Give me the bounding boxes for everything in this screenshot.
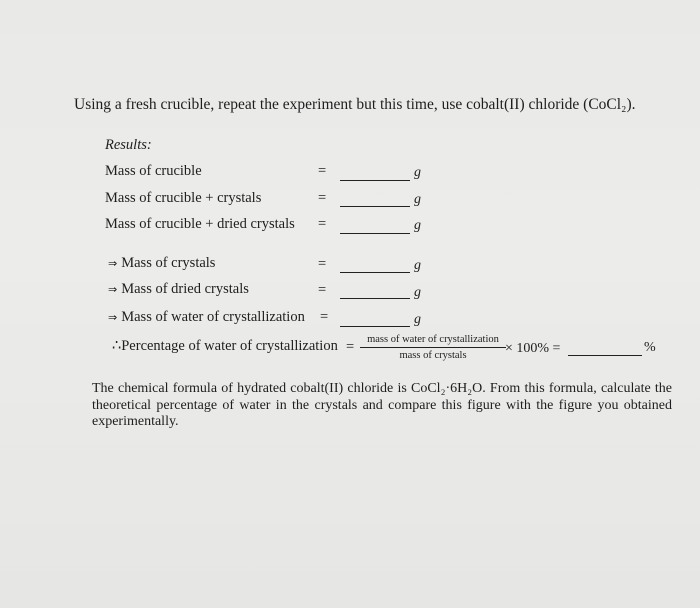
fraction-denominator: mass of crystals: [399, 350, 467, 361]
equals-sign: =: [320, 309, 329, 325]
answer-blank-mass-crystals[interactable]: [340, 272, 410, 273]
times-hundred-percent: × 100% =: [505, 341, 561, 356]
equals-sign: =: [346, 339, 355, 355]
instruction-text: Using a fresh crucible, repeat the experiment but this time, use cobalt(II) chloride (CoCl₂).: [74, 96, 636, 113]
answer-blank-crucible[interactable]: [340, 180, 410, 181]
row-label-mass-water: ⇒ Mass of water of crystallization: [108, 309, 305, 325]
row-label-crucible: Mass of crucible: [105, 163, 202, 179]
implies-arrow-icon: ⇒: [108, 283, 118, 296]
answer-blank-crucible-dried-crystals[interactable]: [340, 233, 410, 234]
row-label-mass-dried-crystals: ⇒ Mass of dried crystals: [108, 281, 249, 297]
unit-g: g: [414, 312, 421, 327]
answer-blank-mass-dried-crystals[interactable]: [340, 298, 410, 299]
row-label-percentage: ∴Percentage of water of crystallization: [112, 338, 338, 354]
unit-g: g: [414, 285, 421, 300]
row-label-crucible-dried-crystals: Mass of crucible + dried crystals: [105, 216, 295, 232]
therefore-icon: ∴: [112, 338, 122, 354]
row-label-crucible-crystals: Mass of crucible + crystals: [105, 190, 262, 206]
unit-g: g: [414, 218, 421, 233]
fraction-numerator: mass of water of crystallization: [360, 334, 506, 348]
equals-sign: =: [318, 216, 327, 232]
answer-blank-crucible-crystals[interactable]: [340, 206, 410, 207]
equals-sign: =: [318, 163, 327, 179]
results-heading: Results:: [105, 137, 152, 153]
unit-g: g: [414, 258, 421, 273]
percentage-fraction: [360, 334, 506, 361]
unit-percent: %: [644, 340, 656, 355]
equals-sign: =: [318, 190, 327, 206]
implies-arrow-icon: ⇒: [108, 257, 118, 270]
answer-blank-mass-water[interactable]: [340, 326, 410, 327]
row-label-mass-crystals: ⇒ Mass of crystals: [108, 255, 216, 271]
answer-blank-percentage[interactable]: [568, 355, 642, 356]
formula-paragraph: The chemical formula of hydrated cobalt(II) chloride is CoCl₂·6H₂O. From this formula, calculate the theoretical percentage of water in the crystals and compare this figure with the figure you obtained experimentally.: [92, 381, 672, 429]
equals-sign: =: [318, 282, 327, 298]
unit-g: g: [414, 165, 421, 180]
implies-arrow-icon: ⇒: [108, 311, 118, 324]
unit-g: g: [414, 192, 421, 207]
equals-sign: =: [318, 256, 327, 272]
